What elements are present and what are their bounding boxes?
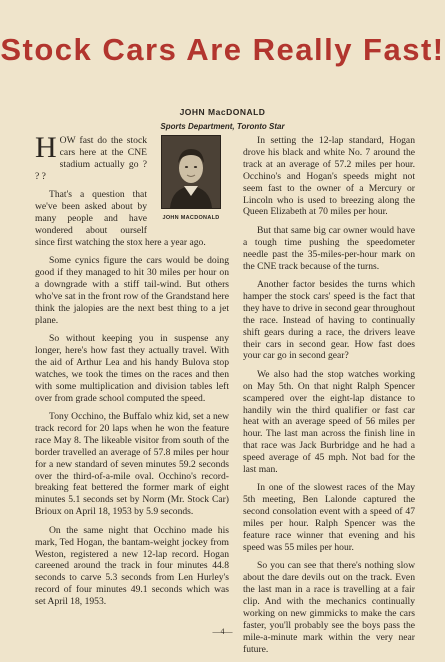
drop-cap: H xyxy=(35,131,57,164)
paragraph: In setting the 12-lap standard, Hogan drove his black and white No. 7 around the track at an average of 57.2 miles per hour. Occhino's and Hogan's speeds might not seem fast to the owner of a Mercury or Lincoln who is used to breezing along the Queen Elizabeth at 70 miles per hour. xyxy=(243,135,415,218)
paragraph: On the same night that Occhino made his mark, Ted Hogan, the bantam-weight jockey from Weston, registered a new 12-lap record. Hogan careened around the track in four minutes 44.8 seconds to carve 5.3 seconds from Len Hurley's record of four minutes 49.1 seconds which was set April 18, 1953. xyxy=(35,524,229,608)
paragraph: So without keeping you in suspense any longer, here's how fast they actually travel. With the aid of Arthur Lea and his handy Bulova stop watches, we took the times on the races and then with some multiplication and division tables left over from grade school computed the speed. xyxy=(35,333,229,404)
article-title: Stock Cars Are Really Fast! xyxy=(0,32,445,67)
author-photo xyxy=(161,135,221,209)
right-column xyxy=(243,135,415,662)
portrait-illustration xyxy=(162,136,220,208)
paragraph: But that same big car owner would have a tough time pushing the speedometer needle past the 35-miles-per-hour mark on the CNE track because of the turns. xyxy=(243,224,415,272)
author-photo-block xyxy=(153,135,229,225)
author-byline: JOHN MacDONALD xyxy=(179,107,266,117)
paragraph: Tony Occhino, the Buffalo whiz kid, set a new track record for 20 laps when he won the feature race May 8. The likeable visitor from south of the border travelled an average of 57.8 miles per hour for a new standard of seven minutes 59.2 seconds over the third-of-a-mile oval. Occhino's record-breaking feat bettered the former mark of eight minutes 5.1 seconds set by Norm (Mr. Stock Car) Brioux on April 18, 1953 by 5.9 seconds. xyxy=(35,411,229,518)
author-department: Sports Department, Toronto Star xyxy=(160,122,285,131)
paragraph: That's a question that we've been asked about by many people and have wondered about ourself since first watching the stox here a year ago. xyxy=(35,189,206,248)
paragraph: So you can see that there's nothing slow about the dare devils out on the track. Even the last man in a race is travelling at a fair clip. And with the mechanics continually working on new gimmicks to make the cars faster, you'll probably see the boys pass the mile-a-minute mark within the very near future. xyxy=(243,560,415,655)
paragraph: HOW fast do the stock cars here at the CNE stadium actually go ? ? ? xyxy=(35,131,147,182)
photo-caption: JOHN MACDONALD xyxy=(162,215,220,221)
paragraph: Another factor besides the turns which hamper the stock cars' speed is the fact that they have to drive in second gear throughout the race. Instead of having to continually shift gears during a race, the drivers leave their cars in second gear. How fast does your car go in second gear? xyxy=(243,278,415,362)
paragraph: We also had the stop watches working on May 5th. On that night Ralph Spencer scampered over the eight-lap distance to handily win the third qualifier or fast car heat with an average speed of 56 miles per hour. The last man across the finish line in that race was Jack Burbridge and he had a speed average of 45 mph. Not bad for the last man. xyxy=(243,368,415,476)
page-number: —4— xyxy=(212,627,233,636)
paragraph: Some cynics figure the cars would be doing good if they managed to hit 30 miles per hour on a downgrade with a stiff tail-wind. But others who've sat in the front row of the Grandstand here think the jalopies are the next best thing to a jet plane. xyxy=(35,255,229,326)
paragraph: In one of the slowest races of the May 5th meeting, Ben Lalonde captured the second consolation event with a speed of 47 miles per hour. Ralph Spencer was the feature race winner that evening and his speed was 55 miles per hour. xyxy=(243,482,415,553)
left-column xyxy=(35,131,229,615)
